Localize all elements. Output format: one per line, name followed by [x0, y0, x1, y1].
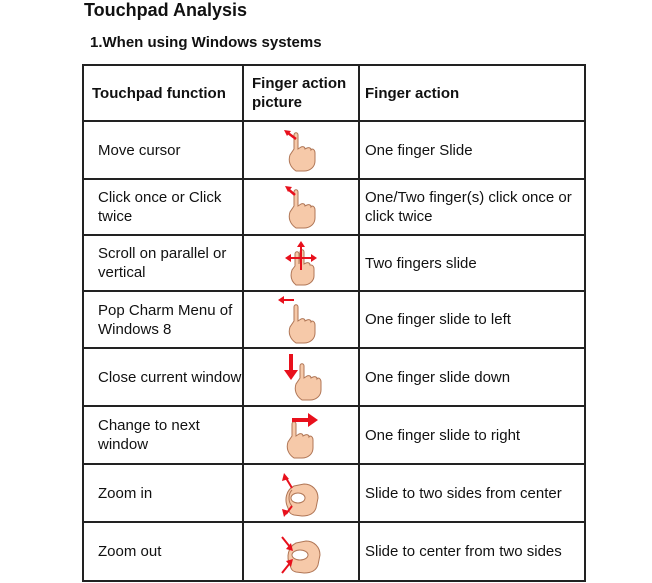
function-cell: Pop Charm Menu of Windows 8	[83, 291, 243, 348]
action-cell: Slide to center from two sides	[359, 522, 585, 581]
finger-slide-down-icon	[274, 352, 328, 402]
picture-cell	[243, 179, 359, 235]
action-cell: One finger Slide	[359, 121, 585, 179]
table-row	[83, 406, 585, 464]
page-title: Touchpad Analysis	[84, 0, 248, 20]
table-row	[83, 121, 585, 179]
action-cell: Two fingers slide	[359, 235, 585, 291]
picture-cell	[243, 235, 359, 291]
table-header-row	[83, 65, 585, 121]
function-cell: Close current window	[83, 348, 243, 406]
table-row	[83, 348, 585, 406]
header-finger-action-picture: Finger action picture	[243, 65, 359, 121]
action-cell: One finger slide down	[359, 348, 585, 406]
action-cell: One finger slide to right	[359, 406, 585, 464]
pinch-in-icon	[274, 527, 328, 577]
table-row	[83, 179, 585, 235]
action-cell: Slide to two sides from center	[359, 464, 585, 522]
function-cell: Click once or Click twice	[83, 179, 243, 235]
pinch-out-icon	[274, 468, 328, 518]
picture-cell	[243, 348, 359, 406]
function-cell: Change to next window	[83, 406, 243, 464]
function-cell: Zoom out	[83, 522, 243, 581]
one-finger-slide-icon	[276, 127, 326, 173]
function-cell: Zoom in	[83, 464, 243, 522]
header-finger-action: Finger action	[359, 65, 585, 121]
picture-cell	[243, 121, 359, 179]
finger-slide-right-icon	[274, 410, 328, 460]
table-row	[83, 235, 585, 291]
function-cell: Scroll on parallel or vertical	[83, 235, 243, 291]
picture-cell	[243, 522, 359, 581]
header-touchpad-function: Touchpad function	[83, 65, 243, 121]
function-cell: Move cursor	[83, 121, 243, 179]
action-cell: One finger slide to left	[359, 291, 585, 348]
finger-click-icon	[276, 184, 326, 230]
section-subtitle: 1.When using Windows systems	[90, 34, 322, 51]
table-row	[83, 464, 585, 522]
picture-cell	[243, 406, 359, 464]
finger-slide-left-icon	[274, 295, 328, 345]
action-cell: One/Two finger(s) click once or click twice	[359, 179, 585, 235]
touchpad-gesture-table	[82, 64, 586, 582]
two-finger-scroll-icon	[276, 240, 326, 286]
picture-cell	[243, 464, 359, 522]
table-row	[83, 522, 585, 581]
picture-cell	[243, 291, 359, 348]
table-row	[83, 291, 585, 348]
